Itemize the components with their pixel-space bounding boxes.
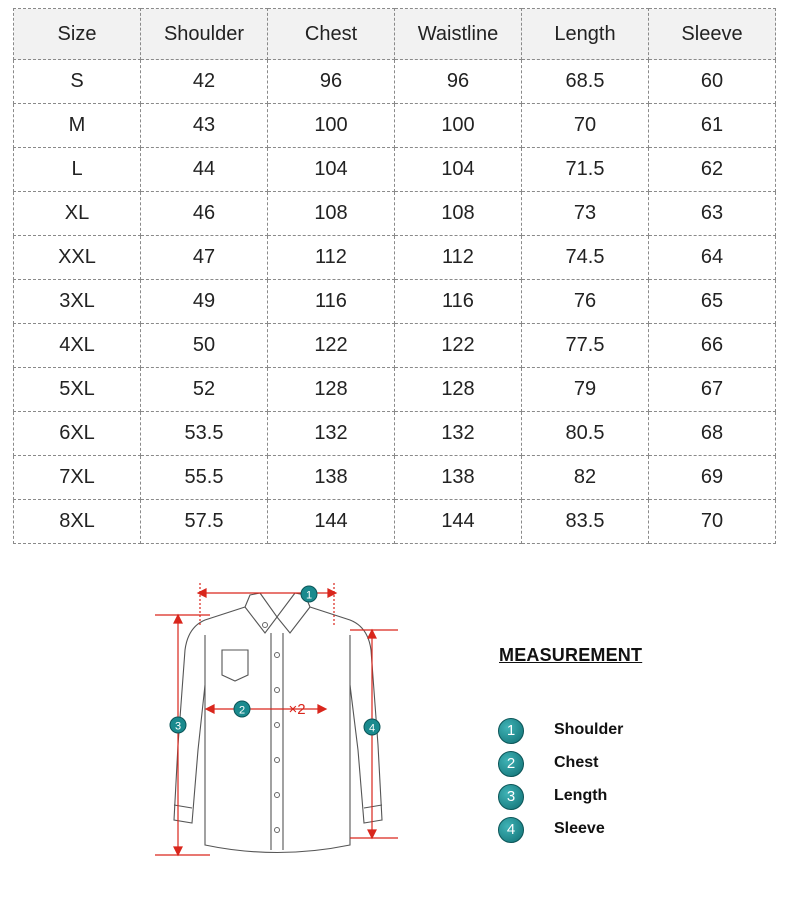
legend-item	[495, 784, 735, 812]
table-row	[14, 104, 776, 148]
legend-item	[495, 817, 735, 845]
measurement-cell: 144	[395, 500, 522, 544]
table-row	[14, 60, 776, 104]
measurement-cell: 138	[268, 456, 395, 500]
column-header: Length	[522, 9, 649, 60]
size-chart-body	[14, 60, 776, 544]
measurement-cell: 96	[395, 60, 522, 104]
size-cell: 4XL	[14, 324, 141, 368]
column-header: Chest	[268, 9, 395, 60]
table-row	[14, 456, 776, 500]
measurement-cell: 74.5	[522, 236, 649, 280]
measurement-cell: 132	[268, 412, 395, 456]
size-chart-table	[13, 8, 776, 544]
measurement-cell: 116	[395, 280, 522, 324]
size-chart-header	[14, 9, 776, 60]
size-cell: 5XL	[14, 368, 141, 412]
diagram-marker-2	[234, 701, 250, 717]
shirt-illustration	[150, 575, 410, 865]
measurement-cell: 47	[141, 236, 268, 280]
measurement-cell: 108	[268, 192, 395, 236]
measurement-cell: 122	[395, 324, 522, 368]
measurement-cell: 42	[141, 60, 268, 104]
measurement-cell: 50	[141, 324, 268, 368]
legend-label: Shoulder	[554, 721, 624, 738]
table-row	[14, 236, 776, 280]
table-row	[14, 368, 776, 412]
size-cell: XL	[14, 192, 141, 236]
table-row	[14, 148, 776, 192]
diagram-marker-3	[170, 717, 186, 733]
measurement-cell: 66	[649, 324, 776, 368]
size-cell: M	[14, 104, 141, 148]
measurement-cell: 61	[649, 104, 776, 148]
measurement-cell: 73	[522, 192, 649, 236]
shirt-diagram	[150, 575, 410, 865]
measurement-cell: 76	[522, 280, 649, 324]
measurement-cell: 65	[649, 280, 776, 324]
measurement-cell: 69	[649, 456, 776, 500]
size-cell: 6XL	[14, 412, 141, 456]
measurement-cell: 67	[649, 368, 776, 412]
measurement-cell: 71.5	[522, 148, 649, 192]
legend-label: Length	[554, 787, 608, 804]
measurement-cell: 132	[395, 412, 522, 456]
size-cell: L	[14, 148, 141, 192]
header-row	[14, 9, 776, 60]
marker-number: 2	[238, 704, 246, 717]
measurement-cell: 70	[649, 500, 776, 544]
measurement-cell: 68	[649, 412, 776, 456]
measurement-cell: 77.5	[522, 324, 649, 368]
table-row	[14, 324, 776, 368]
measurement-cell: 43	[141, 104, 268, 148]
measurement-cell: 44	[141, 148, 268, 192]
measurement-cell: 108	[395, 192, 522, 236]
measurement-cell: 128	[395, 368, 522, 412]
measurement-cell: 57.5	[141, 500, 268, 544]
measurement-cell: 82	[522, 456, 649, 500]
measurement-cell: 96	[268, 60, 395, 104]
measurement-cell: 144	[268, 500, 395, 544]
marker-number: 4	[368, 722, 376, 735]
size-cell: 8XL	[14, 500, 141, 544]
legend-item	[495, 718, 735, 746]
measurement-cell: 63	[649, 192, 776, 236]
measurement-cell: 138	[395, 456, 522, 500]
diagram-marker-4	[364, 719, 380, 735]
legend-label: Chest	[554, 754, 599, 771]
legend-number-badge: 2	[498, 751, 524, 777]
measurement-cell: 46	[141, 192, 268, 236]
diagram-marker-1	[301, 586, 317, 602]
measurement-cell: 80.5	[522, 412, 649, 456]
measurement-cell: 112	[395, 236, 522, 280]
measurement-cell: 70	[522, 104, 649, 148]
table-row	[14, 192, 776, 236]
legend-number-badge: 1	[498, 718, 524, 744]
marker-number: 1	[305, 589, 313, 602]
legend-label: Sleeve	[554, 820, 605, 837]
measurement-cell: 116	[268, 280, 395, 324]
size-cell: S	[14, 60, 141, 104]
measurement-cell: 100	[268, 104, 395, 148]
legend-number-badge: 4	[498, 817, 524, 843]
legend-item	[495, 751, 735, 779]
measurement-cell: 49	[141, 280, 268, 324]
measurement-cell: 60	[649, 60, 776, 104]
table-row	[14, 280, 776, 324]
measurement-cell: 122	[268, 324, 395, 368]
legend-number-badge: 3	[498, 784, 524, 810]
measurement-cell: 112	[268, 236, 395, 280]
legend-title: MEASUREMENT	[499, 645, 643, 665]
column-header: Waistline	[395, 9, 522, 60]
measurement-cell: 79	[522, 368, 649, 412]
measurement-cell: 62	[649, 148, 776, 192]
measurement-cell: 100	[395, 104, 522, 148]
measurement-cell: 104	[268, 148, 395, 192]
measurement-cell: 53.5	[141, 412, 268, 456]
measurement-cell: 83.5	[522, 500, 649, 544]
column-header: Size	[14, 9, 141, 60]
chest-multiplier: ×2	[288, 701, 306, 718]
column-header: Shoulder	[141, 9, 268, 60]
measurement-cell: 104	[395, 148, 522, 192]
marker-number: 3	[174, 720, 182, 733]
size-cell: 7XL	[14, 456, 141, 500]
measurement-cell: 68.5	[522, 60, 649, 104]
measurement-cell: 128	[268, 368, 395, 412]
size-cell: 3XL	[14, 280, 141, 324]
measurement-cell: 55.5	[141, 456, 268, 500]
measurement-cell: 52	[141, 368, 268, 412]
column-header: Sleeve	[649, 9, 776, 60]
table-row	[14, 500, 776, 544]
table-row	[14, 412, 776, 456]
size-cell: XXL	[14, 236, 141, 280]
measurement-cell: 64	[649, 236, 776, 280]
measurement-arrows	[155, 583, 398, 855]
measurement-legend	[495, 645, 735, 838]
